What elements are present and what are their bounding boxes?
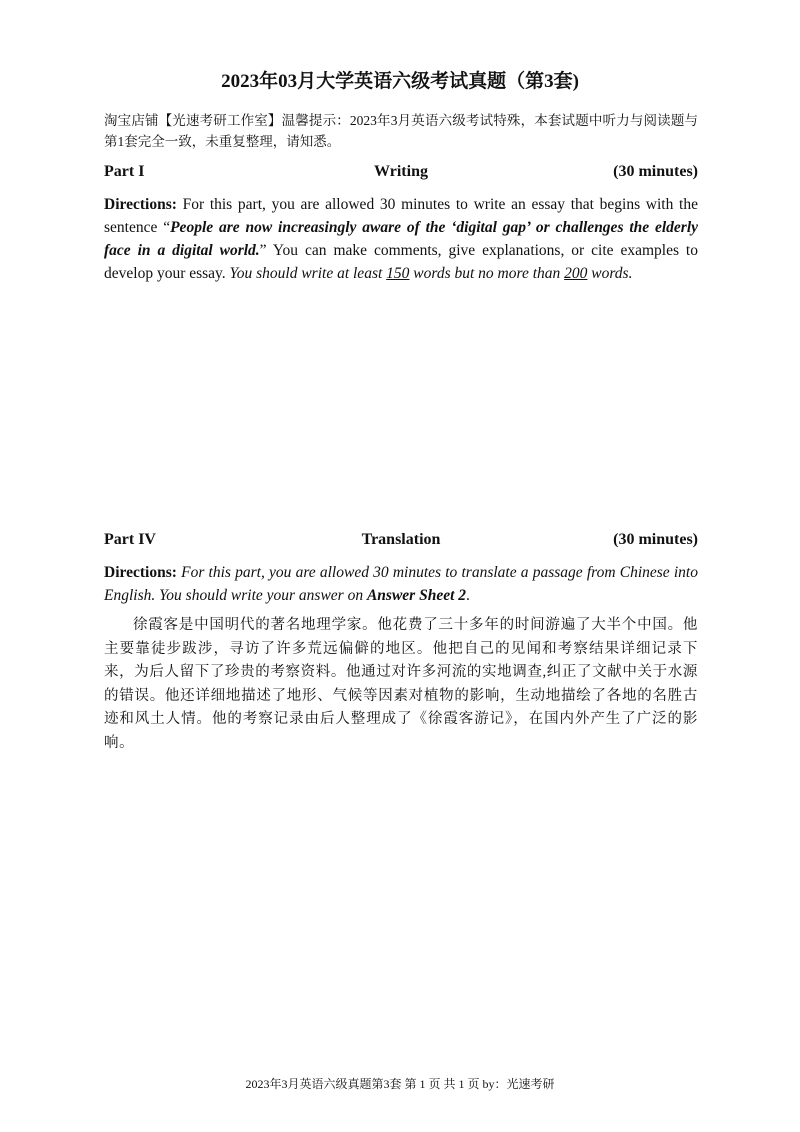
part4-period: . <box>466 587 470 604</box>
part1-label: Part I <box>104 163 145 180</box>
part1-header <box>104 163 698 185</box>
part4-time: (30 minutes) <box>613 531 698 548</box>
part4-directions-label: Directions: <box>104 564 177 581</box>
part1-time: (30 minutes) <box>613 163 698 180</box>
min-words: 150 <box>386 265 410 282</box>
answer-sheet-label: Answer Sheet 2 <box>366 587 467 604</box>
part1-directions-text2: ” You can make comments, give explanations, or cite examples to develop your essay. <box>104 242 698 282</box>
part1-directions <box>104 193 698 285</box>
part1-directions-label: Directions: <box>104 196 177 213</box>
part1-directions-italic2: words but no more than <box>409 265 565 282</box>
notice-text: 淘宝店铺【光速考研工作室】温馨提示：2023年3月英语六级考试特殊，本套试题中听力与阅读题与第1套完全一致，未重复整理，请知悉。 <box>104 113 698 149</box>
part1-directions-italic1: You should write at least <box>229 265 387 282</box>
part4-directions-text: For this part, you are allowed 30 minutes to translate a passage from Chinese into English. You should write your answer on <box>104 564 698 604</box>
part1-name: Writing <box>374 163 428 180</box>
page-footer: 2023年3月英语六级真题第3套 第 1 页 共 1 页 by：光速考研 <box>245 1077 555 1091</box>
part1-directions-italic3: words. <box>587 265 633 282</box>
part4-directions <box>104 561 698 607</box>
translation-passage: 徐霞客是中国明代的著名地理学家。他花费了三十多年的时间游遍了大半个中国。他主要靠徒步跋涉，寻访了许多荒远偏僻的地区。他把自己的见闻和考察结果详细记录下来，为后人留下了珍贵的考察资料。他通过对许多河流的实地调查,纠正了文献中关于水源的错误。他还详细地描述了地形、气候等因素对植物的影响，生动地描绘了各地的名胜古迹和风土人情。他的考察记录由后人整理成了《徐霞客游记》，在国内外产生了广泛的影响。 <box>104 617 698 751</box>
part1-directions-text1: For this part, you are allowed 30 minutes to write an essay that begins with the sentence “ <box>104 196 698 236</box>
part4-header <box>104 531 698 553</box>
page-title: 2023年03月大学英语六级考试真题（第3套) <box>221 71 579 92</box>
part1-essay-sentence: People are now increasingly aware of the ‘digital gap’ or challenges the elderly face in a digital world. <box>104 219 698 259</box>
part4-label: Part IV <box>104 531 156 548</box>
part4-name: Translation <box>361 531 441 548</box>
max-words: 200 <box>564 265 588 282</box>
